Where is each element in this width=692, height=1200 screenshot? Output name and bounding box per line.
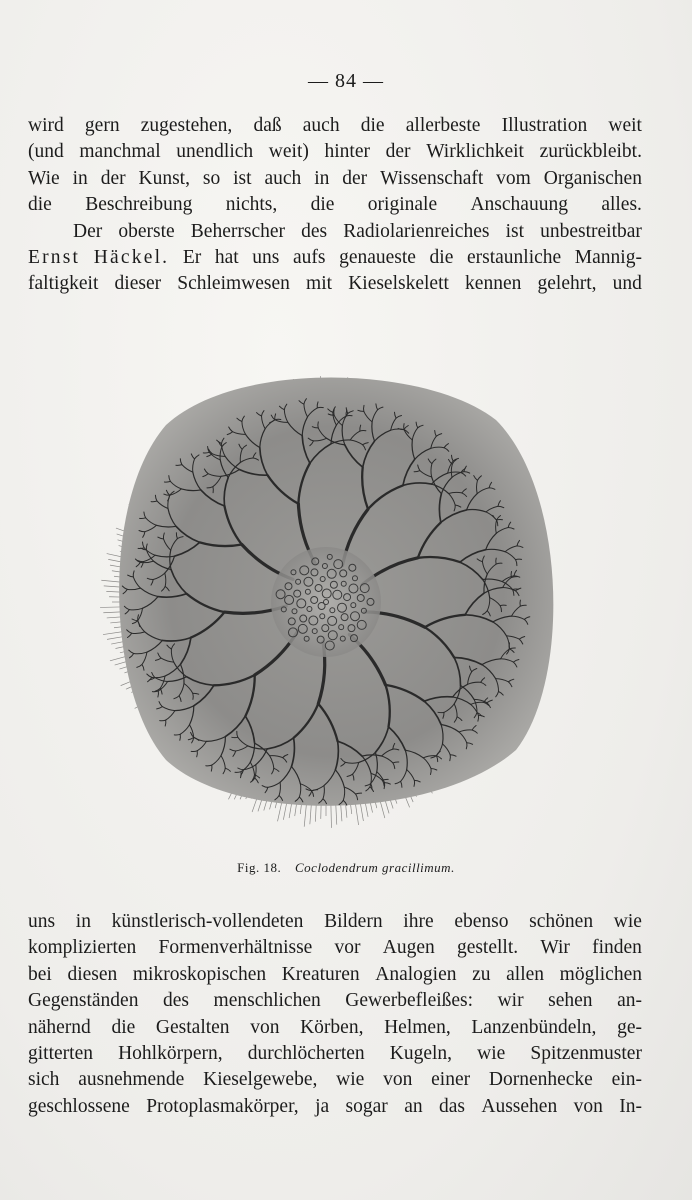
word: faltigkeit bbox=[28, 273, 99, 295]
word: Kieselgewebe, bbox=[203, 1069, 318, 1091]
word: die bbox=[111, 1016, 136, 1038]
word: allen bbox=[506, 963, 545, 985]
word: Kugeln, bbox=[389, 1042, 453, 1064]
word: Beherrscher bbox=[190, 220, 285, 242]
branch-segment bbox=[360, 431, 366, 432]
word: Häckel. bbox=[93, 246, 170, 268]
word: komplizierten bbox=[28, 937, 137, 959]
word: gern bbox=[84, 115, 120, 136]
word: Illustration bbox=[501, 115, 588, 136]
word: einer bbox=[431, 1069, 471, 1091]
word: von bbox=[250, 1016, 280, 1038]
word: vor bbox=[334, 937, 361, 959]
text-line bbox=[28, 1067, 642, 1093]
word: die bbox=[310, 194, 335, 216]
word: weit bbox=[608, 115, 642, 136]
word: Bildern bbox=[324, 911, 383, 932]
text-line bbox=[28, 909, 642, 935]
figure-label: Fig. 18. bbox=[237, 860, 282, 875]
word: die bbox=[360, 115, 385, 136]
word: Gegenständen bbox=[28, 990, 139, 1012]
spine bbox=[331, 802, 332, 828]
branch-segment bbox=[158, 691, 159, 697]
word: Anschauung bbox=[470, 194, 568, 216]
word: daß bbox=[253, 115, 282, 136]
word: unbestreitbar bbox=[540, 220, 642, 242]
word: allerbeste bbox=[405, 115, 481, 136]
word: wird bbox=[28, 115, 64, 136]
word: genaueste bbox=[339, 246, 416, 268]
word: Formenverhältnisse bbox=[158, 937, 313, 959]
word: hat bbox=[214, 246, 239, 268]
word: und bbox=[612, 273, 642, 295]
word: zu bbox=[472, 963, 491, 985]
word: Kunst, bbox=[138, 167, 190, 189]
word: Organischen bbox=[543, 167, 642, 189]
word: diesen bbox=[67, 963, 118, 985]
word: ist bbox=[233, 167, 252, 189]
figure-species-name: Coclodendrum gracillimum. bbox=[295, 860, 455, 875]
text-line bbox=[28, 192, 642, 218]
text-line bbox=[28, 962, 642, 988]
word: von bbox=[573, 1095, 603, 1117]
text-line bbox=[28, 245, 642, 271]
word: ja bbox=[315, 1095, 330, 1117]
word: Wir bbox=[540, 937, 570, 959]
word: wie bbox=[336, 1069, 365, 1091]
word: originale bbox=[367, 194, 438, 216]
word: Analogien bbox=[375, 963, 457, 985]
word: sogar bbox=[345, 1095, 388, 1117]
word: nähernd bbox=[28, 1016, 91, 1038]
word: gestellt. bbox=[456, 937, 519, 959]
word: geschlossene bbox=[28, 1095, 130, 1117]
branch-segment bbox=[180, 734, 181, 740]
word: Wie bbox=[28, 167, 60, 189]
radiolarian-drawing bbox=[96, 340, 566, 830]
word: wie bbox=[477, 1042, 506, 1064]
word: Lanzenbündeln, bbox=[471, 1016, 597, 1038]
word: Hohlkörpern, bbox=[118, 1042, 223, 1064]
word: Wirklichkeit bbox=[426, 141, 524, 163]
text-line bbox=[28, 219, 642, 245]
text-line bbox=[28, 113, 642, 139]
word: der bbox=[100, 167, 126, 189]
word: In- bbox=[619, 1095, 642, 1117]
word: Augen bbox=[382, 937, 435, 959]
word: der bbox=[385, 141, 411, 163]
branch-segment bbox=[450, 755, 451, 761]
word: Beschreibung bbox=[85, 194, 193, 216]
word: auch bbox=[302, 115, 340, 136]
word: aufs bbox=[292, 246, 326, 268]
word: möglichen bbox=[559, 963, 642, 985]
figure-coelodendrum-illustration bbox=[96, 340, 566, 830]
word: Der bbox=[73, 220, 103, 242]
word: (und bbox=[28, 141, 64, 163]
word: ausnehmende bbox=[78, 1069, 185, 1091]
text-line bbox=[28, 1015, 642, 1041]
word: gitterten bbox=[28, 1042, 93, 1064]
word: die bbox=[28, 194, 52, 216]
word: Kieselskelett bbox=[348, 273, 449, 295]
top-paragraph bbox=[28, 113, 642, 298]
word: Radiolarienreiches bbox=[343, 220, 490, 242]
word: gelehrt, bbox=[537, 273, 597, 295]
word: in bbox=[314, 167, 330, 189]
word: sich bbox=[28, 1069, 60, 1091]
word: erstaunliche bbox=[466, 246, 562, 268]
word: Schleimwesen bbox=[177, 273, 290, 295]
word: sehen bbox=[548, 990, 593, 1012]
branch-segment bbox=[414, 780, 415, 786]
text-line bbox=[28, 271, 642, 297]
text-line bbox=[28, 935, 642, 961]
word: uns bbox=[28, 911, 56, 932]
word: in bbox=[75, 911, 91, 932]
word: weit) bbox=[268, 141, 309, 163]
word: ist bbox=[505, 220, 524, 242]
branch-segment bbox=[500, 605, 506, 606]
branch-segment bbox=[516, 559, 522, 560]
word: Gestalten bbox=[155, 1016, 230, 1038]
branch-segment bbox=[513, 589, 519, 590]
word: manchmal bbox=[79, 141, 161, 163]
word: künstlerisch-vollendeten bbox=[111, 911, 304, 932]
word: auch bbox=[264, 167, 302, 189]
word: des bbox=[163, 990, 189, 1012]
word: wir bbox=[497, 990, 524, 1012]
word: Mannig- bbox=[574, 246, 642, 268]
word: mit bbox=[306, 273, 333, 295]
word: die bbox=[429, 246, 454, 268]
text-line bbox=[28, 1041, 642, 1067]
page-number: — 84 — bbox=[308, 70, 384, 92]
branch-segment bbox=[317, 407, 323, 408]
word: unendlich bbox=[176, 141, 254, 163]
word: in bbox=[72, 167, 88, 189]
word: uns bbox=[252, 246, 280, 268]
word: oberste bbox=[118, 220, 175, 242]
word: ein- bbox=[611, 1069, 642, 1091]
text-line bbox=[28, 1094, 642, 1120]
word: des bbox=[301, 220, 328, 242]
word: Kreaturen bbox=[281, 963, 360, 985]
word: schönen bbox=[529, 911, 594, 932]
word: ge- bbox=[617, 1016, 642, 1038]
text-line bbox=[28, 166, 642, 192]
word: Protoplasmakörper, bbox=[146, 1095, 299, 1117]
word: zurückbleibt. bbox=[539, 141, 642, 163]
word: wie bbox=[613, 911, 642, 932]
text-line bbox=[28, 988, 642, 1014]
word: vom bbox=[496, 167, 531, 189]
word: kennen bbox=[465, 273, 522, 295]
word: bei bbox=[28, 963, 52, 985]
word: Wissenschaft bbox=[380, 167, 484, 189]
figure-caption bbox=[0, 860, 692, 876]
word: von bbox=[383, 1069, 413, 1091]
word: Er bbox=[182, 246, 202, 268]
word: durchlöcherten bbox=[247, 1042, 365, 1064]
word: zugestehen, bbox=[140, 115, 233, 136]
word: Spitzenmuster bbox=[530, 1042, 642, 1064]
word: Aussehen bbox=[481, 1095, 558, 1117]
word: das bbox=[438, 1095, 465, 1117]
word: alles. bbox=[601, 194, 642, 216]
word: so bbox=[202, 167, 221, 189]
word: hinter bbox=[324, 141, 370, 163]
word: mikroskopischen bbox=[132, 963, 267, 985]
word: Helmen, bbox=[384, 1016, 451, 1038]
word: Dornenhecke bbox=[488, 1069, 593, 1091]
word: der bbox=[342, 167, 368, 189]
word: menschlichen bbox=[213, 990, 321, 1012]
bottom-paragraph bbox=[28, 909, 642, 1120]
word: nichts, bbox=[225, 194, 278, 216]
word: Ernst bbox=[28, 246, 81, 268]
word: dieser bbox=[114, 273, 162, 295]
word: ebenso bbox=[454, 911, 509, 932]
text-line bbox=[28, 139, 642, 165]
word: an- bbox=[617, 990, 642, 1012]
word: an bbox=[404, 1095, 423, 1117]
word: Körben, bbox=[300, 1016, 364, 1038]
word: Gewerbefleißes: bbox=[345, 990, 474, 1012]
branch-segment bbox=[346, 416, 352, 417]
word: ihre bbox=[403, 911, 434, 932]
word: finden bbox=[592, 937, 642, 959]
